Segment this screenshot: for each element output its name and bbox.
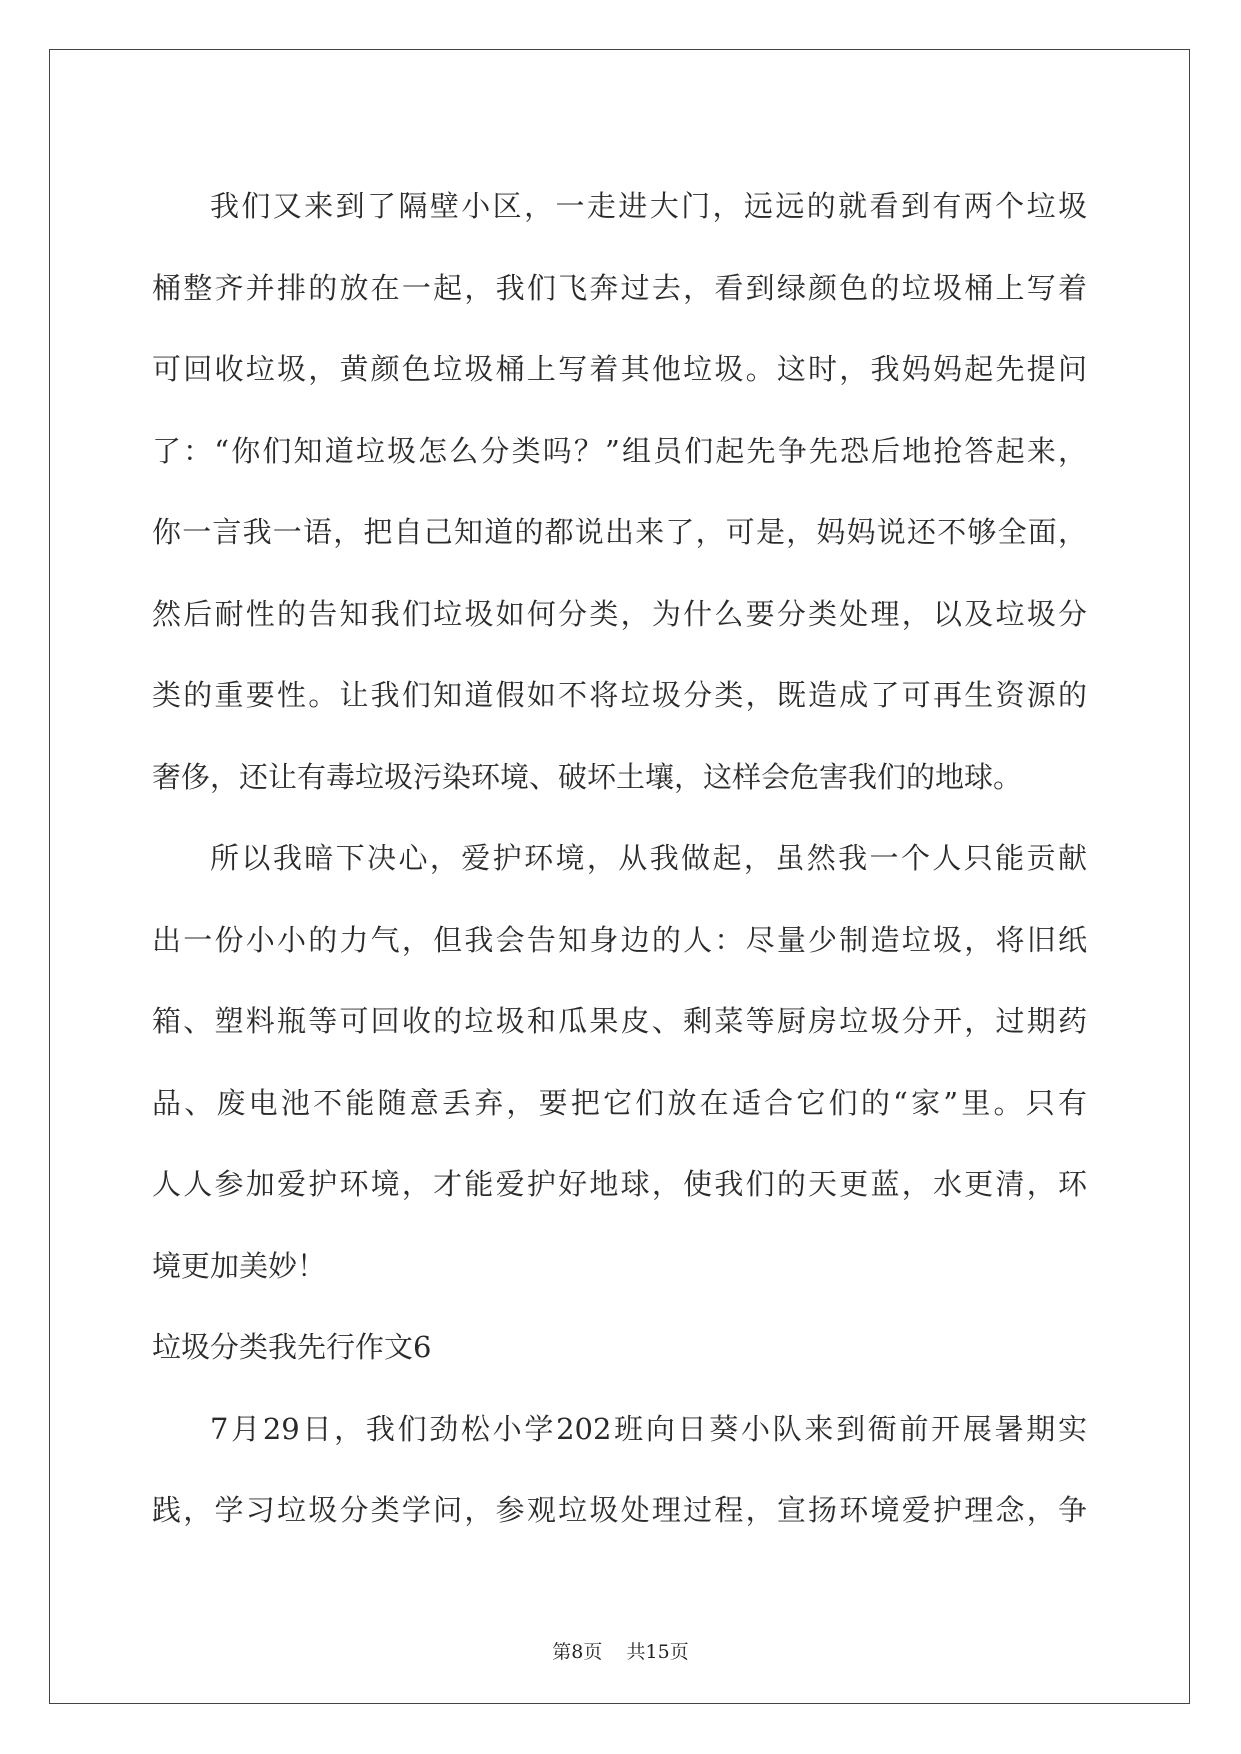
paragraph-1-line-2: 桶整齐并排的放在一起，我们飞奔过去，看到绿颜色的垃圾桶上写着 bbox=[152, 270, 1087, 305]
paragraph-1-line-3: 可回收垃圾，黄颜色垃圾桶上写着其他垃圾。这时，我妈妈起先提问 bbox=[152, 352, 1087, 386]
paragraph-2-line-3: 箱、塑料瓶等可回收的垃圾和瓜果皮、剩菜等厨房垃圾分开，过期药 bbox=[152, 1004, 1087, 1038]
paragraph-1-line-8: 奢侈，还让有毒垃圾污染环境、破坏土壤，这样会危害我们的地球。 bbox=[152, 759, 1023, 794]
paragraph-3-line-2: 践，学习垃圾分类学问，参观垃圾处理过程，宣扬环境爱护理念，争 bbox=[152, 1493, 1087, 1527]
paragraph-3-line-1: 7月29日，我们劲松小学202班向日葵小队来到衙前开展暑期实 bbox=[210, 1411, 1087, 1446]
paragraph-2-line-5: 人人参加爱护环境，才能爱护好地球，使我们的天更蓝，水更清，环 bbox=[152, 1167, 1087, 1201]
paragraph-1-line-7: 类的重要性。让我们知道假如不将垃圾分类，既造成了可再生资源的 bbox=[152, 678, 1087, 712]
paragraph-1-line-1: 我们又来到了隔壁小区，一走进大门，远远的就看到有两个垃圾 bbox=[210, 189, 1087, 223]
page-total: 共15页 bbox=[626, 1641, 689, 1663]
document-body bbox=[152, 166, 1087, 1552]
paragraph-2-line-1: 所以我暗下决心，爱护环境，从我做起，虽然我一个人只能贡献 bbox=[210, 841, 1087, 875]
paragraph-1-line-6: 然后耐性的告知我们垃圾如何分类，为什么要分类处理，以及垃圾分 bbox=[152, 596, 1087, 631]
paragraph-2-line-4: 品、废电池不能随意丢弃，要把它们放在适合它们的“家”里。只有 bbox=[152, 1085, 1087, 1120]
paragraph-1-line-4: 了：“你们知道垃圾怎么分类吗？”组员们起先争先恐后地抢答起来， bbox=[152, 433, 1087, 468]
paragraph-2-line-2: 出一份小小的力气，但我会告知身边的人：尽量少制造垃圾，将旧纸 bbox=[152, 922, 1087, 957]
page-footer bbox=[0, 1637, 1241, 1664]
paragraph-1-line-5: 你一言我一语，把自己知道的都说出来了，可是，妈妈说还不够全面， bbox=[152, 515, 1087, 549]
section-heading: 垃圾分类我先行作文6 bbox=[152, 1330, 432, 1364]
paragraph-2-line-6: 境更加美妙！ bbox=[152, 1248, 327, 1283]
page-number: 第8页 bbox=[552, 1641, 603, 1663]
